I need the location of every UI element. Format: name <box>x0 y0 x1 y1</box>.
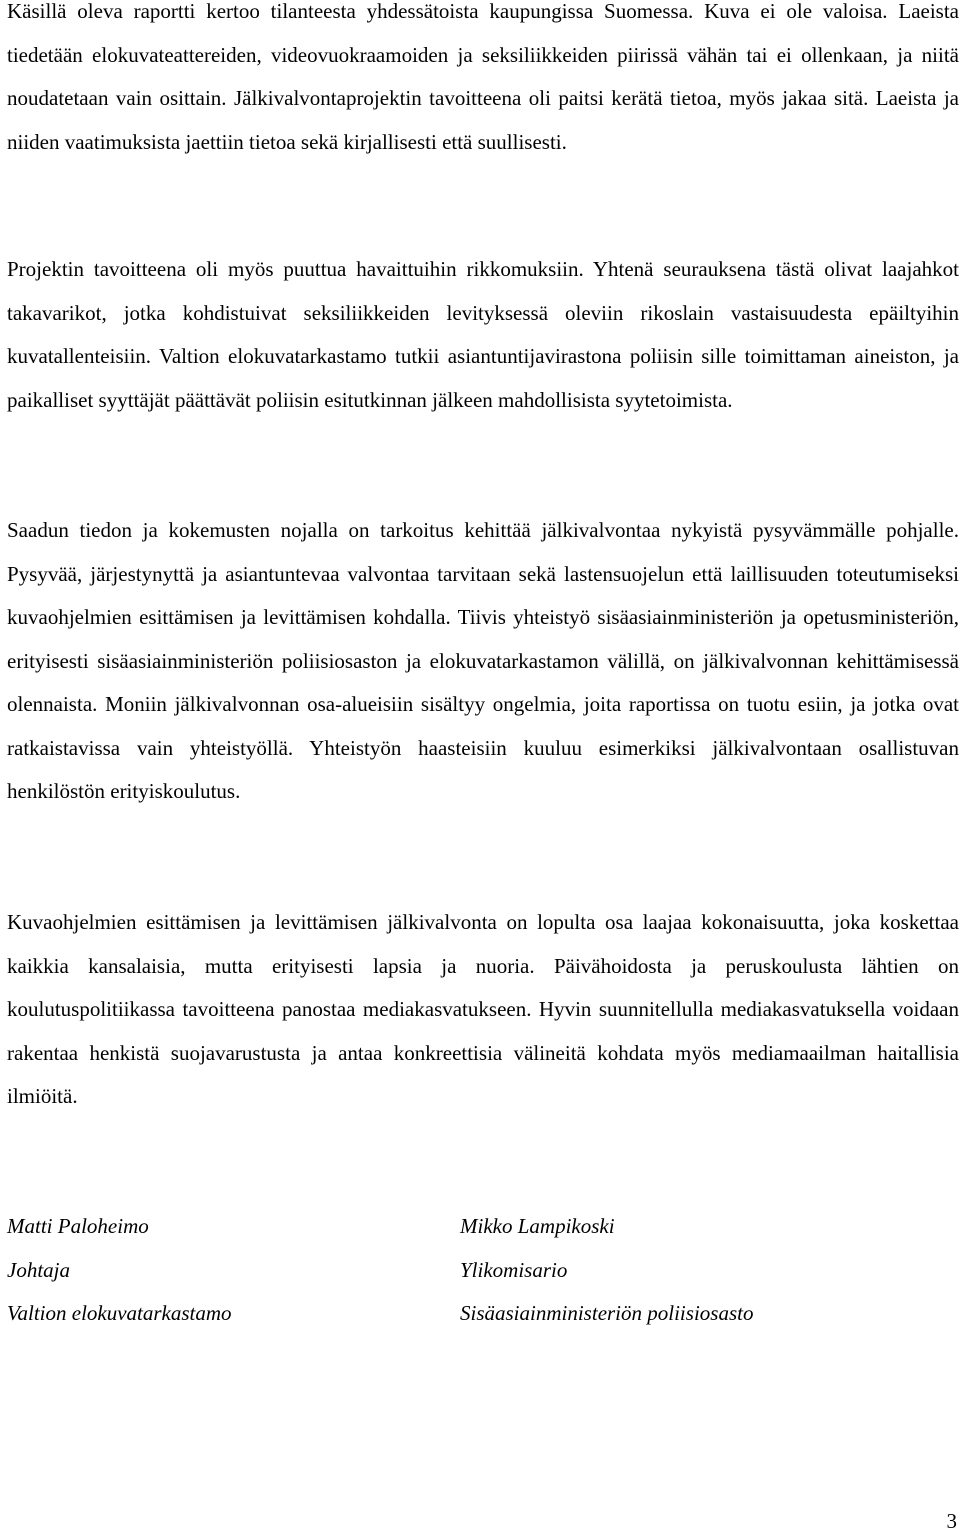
paragraph-intro: Käsillä oleva raportti kertoo tilanteesta yhdessätoista kaupungissa Suomessa. Kuva ei ole valoisa. Laeista tiedetään elokuvateattereiden, videovuokraamoiden ja seksiliikkeiden piirissä vähän tai ei ollenkaan, ja niitä noudatetaan vain osittain. Jälkivalvontaprojektin tavoitteena oli paitsi kerätä tietoa, myös jakaa sitä. Laeista ja niiden vaatimuksista jaettiin tietoa sekä kirjallisesti että suullisesti. <box>7 0 959 154</box>
page-number: 3 <box>946 1509 957 1533</box>
signer-name: Mikko Lampikoski <box>460 1214 615 1238</box>
paragraph-violations: Projektin tavoitteena oli myös puuttua havaittuihin rikkomuksiin. Yhtenä seurauksena tästä olivat laajahkot takavarikot, jotka kohdistuivat seksiliikkeiden levityksessä oleviin rikoslain vastaisuudesta epäiltyihin kuvatallenteisiin. Valtion elokuvatarkastamo tutkii asiantuntijavirastona poliisin sille toimittaman aineiston, ja paikalliset syyttäjät päättävät poliisin esitutkinnan jälkeen mahdollisista syytetoimista. <box>7 257 959 412</box>
signature-block-right <box>460 1205 753 1336</box>
paragraph-media-education: Kuvaohjelmien esittämisen ja levittämisen jälkivalvonta on lopulta osa laajaa kokonaisuutta, joka koskettaa kaikkia kansalaisia, mutta erityisesti lapsia ja nuoria. Päivähoidosta ja peruskoulusta lähtien on koulutuspolitiikassa tavoitteena panostaa mediakasvatukseen. Hyvin suunnitellulla mediakasvatuksella voidaan rakentaa henkistä suojavarustusta ja antaa konkreettisia välineitä kohdata myös mediamaailman haitallisia ilmiöitä. <box>7 910 959 1108</box>
signer-organization: Sisäasiainministeriön poliisiosasto <box>460 1301 754 1325</box>
signer-title: Ylikomisario <box>460 1257 568 1282</box>
signer-name: Matti Paloheimo <box>7 1214 149 1238</box>
paragraph-development: Saadun tiedon ja kokemusten nojalla on tarkoitus kehittää jälkivalvontaa nykyistä pysyvämmälle pohjalle. Pysyvää, järjestynyttä ja asiantuntevaa valvontaa tarvitaan sekä lastensuojelun että laillisuuden toteutumiseksi kuvaohjelmien esittämisen ja levittämisen kohdalla. Tiivis yhteistyö sisäasiainministeriön ja opetusministeriön, erityisesti sisäasiainministeriön poliisiosaston ja elokuvatarkastamon välillä, on jälkivalvonnan kehittämisessä olennaista. Moniin jälkivalvonnan osa-alueisiin sisältyy ongelmia, joita raportissa on tuotu esiin, ja jotka ovat ratkaistavissa vain yhteistyöllä. Yhteistyön haasteisiin kuuluu esimerkiksi jälkivalvontaan osallistuvan henkilöstön erityiskoulutus. <box>7 518 959 803</box>
signer-organization: Valtion elokuvatarkastamo <box>7 1301 232 1325</box>
signer-title: Johtaja <box>7 1257 70 1282</box>
signature-block-left <box>7 1205 232 1336</box>
